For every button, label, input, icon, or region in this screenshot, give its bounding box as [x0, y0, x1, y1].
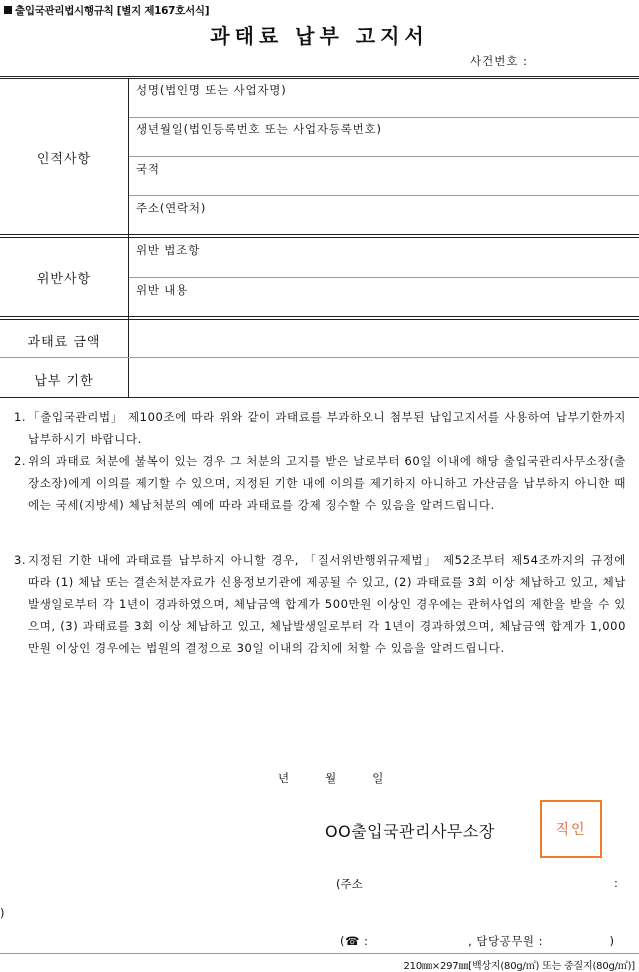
section-label-violation: 위반사항: [36, 272, 92, 287]
row-divider: [129, 156, 639, 157]
paper-spec-footer: 210㎜×297㎜[백상지(80g/㎡) 또는 중질지(80g/㎡)]: [403, 961, 635, 972]
notice-text: 지정된 기한 내에 과태료를 납부하지 아니할 경우, 「질서위반행위규제법」 제52조부터 제54조까지의 규정에 따라 (1) 체납 또는 결손처분자료가 신용정보기관에 제공될 수 있고, (2) 과태료를 3회 이상 체납하고 있고, 체납발생일로부터 각 1년이 경과하였으며, 체납금액 합계가 500만원 이상인 경우에는 관허사업의 제한을 받을 수 있으며, (3) 과태료를 3회 이상 체납하고 있고, 체납발생일로부터 각 1년이 경과하였으며, 체납금액 합계가 1,000만원 이상인 경우에는 법원의 결정으로 30일 이내의 감치에 처할 수 있음을 알려드립니다.: [28, 553, 626, 655]
field-birthdate: 생년월일(법인등록번호 또는 사업자등록번호): [136, 122, 382, 136]
notice-number: 3.: [14, 553, 27, 567]
row-divider: [129, 195, 639, 196]
footer-divider: [0, 953, 639, 954]
address-colon: :: [614, 876, 618, 890]
contact-row: [340, 933, 614, 949]
row-divider: [129, 117, 639, 118]
regulation-header: [4, 3, 209, 18]
table-top-border-inner: [0, 78, 639, 79]
notice-item-2: [14, 450, 626, 516]
date-month-label: 월: [325, 771, 337, 785]
issue-date: [278, 770, 419, 786]
case-number-label: 사건번호 :: [470, 54, 528, 68]
section-divider-inner: [0, 237, 639, 238]
officer-label: , 담당공무원 :: [468, 934, 543, 948]
notice-text: 「출입국관리법」 제100조에 따라 위와 같이 과태료를 부과하오니 첨부된 납입고지서를 사용하여 납부기한까지 납부하시기 바랍니다.: [28, 410, 626, 446]
notice-number: 2.: [14, 454, 27, 468]
section-divider-inner: [0, 319, 639, 320]
label-column-divider: [128, 78, 129, 398]
page-title: 과태료 납부 고지서: [210, 24, 429, 48]
table-top-border: [0, 76, 639, 77]
phone-label: (☎ :: [340, 934, 369, 948]
contact-close: ): [609, 934, 615, 948]
section-divider: [0, 234, 639, 235]
section-divider: [0, 316, 639, 317]
notice-number: 1.: [14, 410, 27, 424]
row-divider: [0, 357, 639, 358]
field-violated-law: 위반 법조항: [136, 243, 200, 257]
field-nationality: 국적: [136, 162, 160, 176]
section-label-personal: 인적사항: [36, 152, 92, 167]
date-day-label: 일: [372, 771, 384, 785]
notice-item-3: [14, 549, 626, 659]
table-bottom-border: [0, 397, 639, 398]
row-divider: [129, 277, 639, 278]
date-year-label: 년: [278, 771, 290, 785]
field-address: 주소(연락처): [136, 201, 207, 215]
section-label-due-date: 납부 기한: [34, 374, 94, 389]
notice-text: 위의 과태료 처분에 불복이 있는 경우 그 처분의 고지를 받은 날로부터 60일 이내에 해당 출입국관리사무소장(출장소장)에게 이의를 제기할 수 있으며, 지정된 기한 내에 이의를 제기하지 아니하고 가산금을 납부하지 아니한 때에는 국세(지방세) 체납처분의 예에 따라 과태료를 강제 징수할 수 있음을 알려드립니다.: [28, 454, 626, 512]
field-name: 성명(법인명 또는 사업자명): [136, 83, 287, 97]
field-violation-content: 위반 내용: [136, 283, 189, 297]
notice-item-1: [14, 406, 626, 450]
square-bullet-icon: [4, 6, 12, 14]
section-label-fine-amount: 과태료 금액: [27, 335, 101, 350]
office-name: OO출입국관리사무소장: [325, 822, 495, 841]
address-close: ): [0, 906, 5, 920]
address-open: (주소: [336, 877, 363, 891]
official-seal-box: [540, 800, 602, 858]
seal-label: 직인: [555, 822, 587, 838]
regulation-text: 출입국관리법시행규칙 [별지 제167호서식]: [15, 5, 210, 17]
